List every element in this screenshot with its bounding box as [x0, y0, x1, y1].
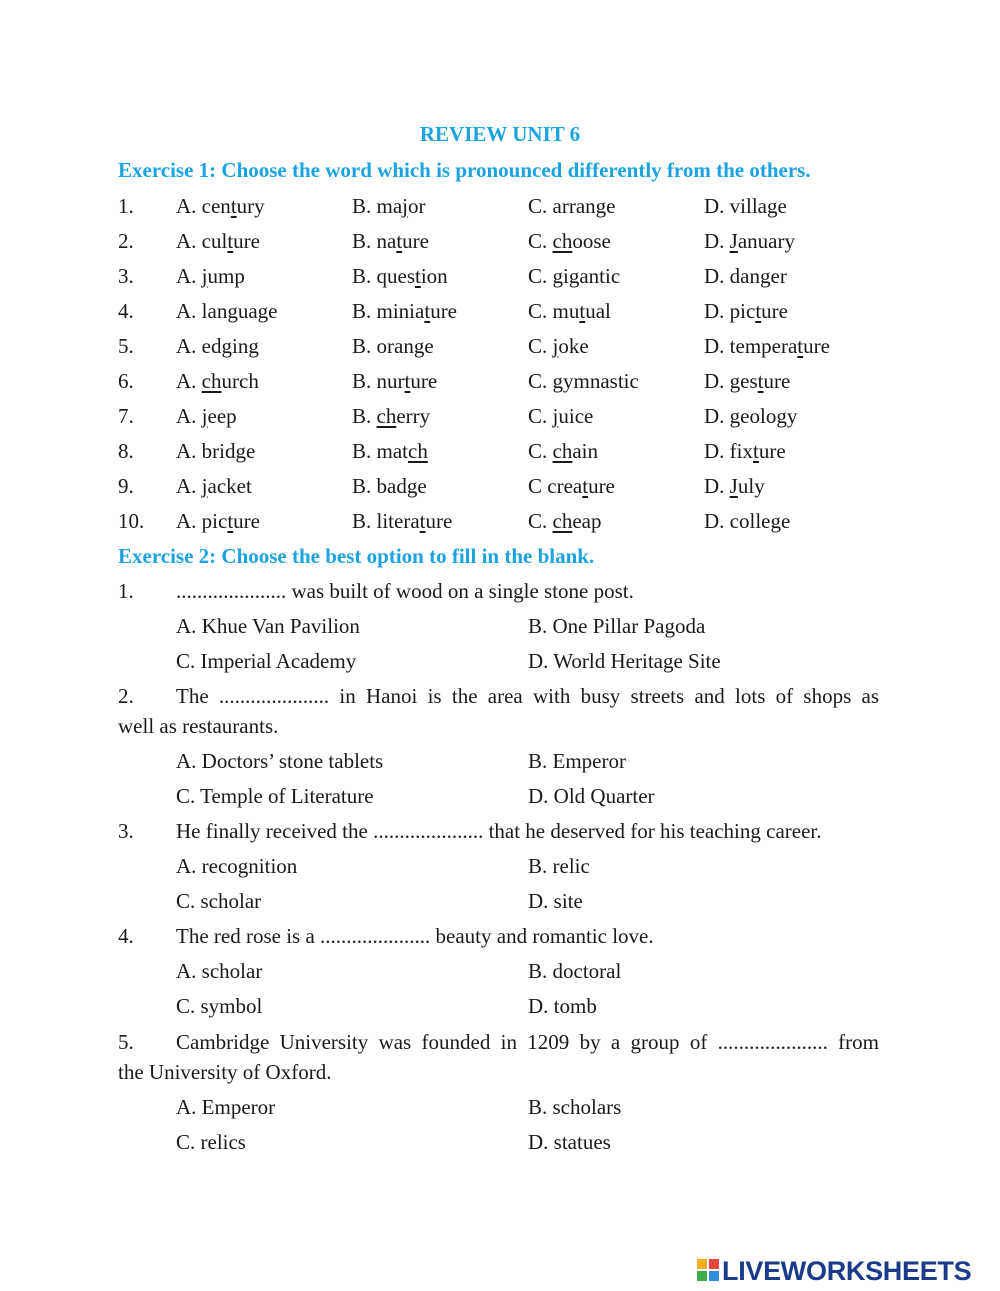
option-b[interactable]	[352, 264, 448, 289]
word-part: e	[780, 509, 791, 533]
q2-option-c[interactable]: C. Temple of Literature	[176, 784, 374, 808]
option-b[interactable]	[352, 334, 434, 359]
underlined-letters: j	[201, 474, 208, 498]
underlined-letters: g	[406, 474, 418, 498]
q5-text-continued: the University of Oxford.	[118, 1060, 332, 1084]
exercise1-row	[0, 194, 1000, 224]
underlined-letters: t	[797, 334, 804, 358]
q4-option-d[interactable]: D. tomb	[528, 994, 597, 1018]
exercise1-heading: Exercise 1: Choose the word which is pronounced differently from the others.	[118, 158, 811, 182]
word-part: ing	[232, 334, 259, 358]
underlined-letters: ch	[376, 404, 397, 428]
underlined-letters: g	[552, 264, 564, 288]
q3-number: 3.	[118, 819, 134, 843]
word-part: D.	[704, 404, 730, 428]
word-part: C.	[528, 229, 553, 253]
word-part: urch	[221, 369, 259, 393]
q5-option-d[interactable]: D. statues	[528, 1130, 611, 1154]
underlined-letters: ch	[552, 229, 573, 253]
word-part: A.	[176, 474, 202, 498]
word-part: oke	[558, 334, 589, 358]
underlined-letters: ch	[552, 439, 573, 463]
word-part: D.	[704, 229, 730, 253]
word-part: ure	[588, 474, 615, 498]
word-part: D. villa	[704, 194, 767, 218]
exercise1-row	[0, 404, 1000, 434]
q4-text: The red rose is a ..................... beauty and romantic love.	[176, 924, 654, 948]
word-part: A. langua	[176, 299, 258, 323]
underlined-letters: t	[419, 509, 426, 533]
word-part: uice	[558, 404, 594, 428]
option-a[interactable]	[176, 474, 252, 499]
option-c[interactable]	[528, 369, 639, 394]
option-b[interactable]	[352, 229, 429, 254]
underlined-letters: j	[402, 194, 409, 218]
underlined-letters: t	[579, 299, 586, 323]
underlined-letters: g	[257, 299, 269, 323]
question-number: 8.	[118, 439, 134, 463]
word-part: C.	[528, 369, 553, 393]
option-d[interactable]	[704, 229, 795, 254]
word-part: e	[424, 334, 434, 358]
word-part: e	[268, 299, 278, 323]
word-part: eology	[740, 404, 798, 428]
option-c[interactable]	[528, 509, 602, 534]
underlined-letters: g	[767, 194, 778, 218]
word-part: eap	[572, 509, 602, 533]
word-part: D. fix	[704, 439, 753, 463]
option-c[interactable]	[528, 404, 593, 429]
q4-option-b[interactable]: B. doctoral	[528, 959, 622, 983]
question-number: 10.	[118, 509, 145, 533]
word-part: C.	[528, 334, 553, 358]
option-a[interactable]	[176, 334, 259, 359]
q1-option-d[interactable]: D. World Heritage Site	[528, 649, 721, 673]
option-b[interactable]	[352, 439, 428, 464]
word-part: C. mu	[528, 299, 580, 323]
word-part: D. colle	[704, 509, 771, 533]
exercise2-heading: Exercise 2: Choose the best option to fill in the blank.	[118, 544, 595, 568]
word-part: B. ma	[352, 194, 403, 218]
word-part: A. pic	[176, 509, 228, 533]
underlined-letters: t	[396, 229, 403, 253]
question-number: 7.	[118, 404, 134, 428]
underlined-letters: g	[221, 334, 232, 358]
question-number: 6.	[118, 369, 134, 393]
underlined-letters: j	[201, 404, 208, 428]
option-a[interactable]	[176, 439, 255, 464]
q2-number: 2.	[118, 684, 134, 708]
option-b[interactable]	[352, 474, 427, 499]
underlined-letters: g	[413, 334, 425, 358]
q2-text-continued: well as restaurants.	[118, 714, 279, 738]
word-part: anuary	[737, 229, 795, 253]
underlined-letters: t	[753, 439, 759, 463]
logo-squares-icon	[697, 1259, 719, 1281]
option-a[interactable]	[176, 299, 277, 324]
word-part: B.	[352, 404, 377, 428]
option-d[interactable]	[704, 369, 790, 394]
exercise1-row	[0, 229, 1000, 259]
word-part: C crea	[528, 474, 583, 498]
word-part: ure	[761, 299, 788, 323]
underlined-letters: t	[415, 264, 421, 288]
word-part: A. ed	[176, 334, 222, 358]
word-part: oose	[572, 229, 611, 253]
exercise1-row	[0, 334, 1000, 364]
page-title: REVIEW UNIT 6	[419, 122, 581, 146]
word-part: ump	[207, 264, 245, 288]
q5-option-c[interactable]: C. relics	[176, 1130, 246, 1154]
option-d[interactable]	[704, 264, 787, 289]
word-part: e	[606, 194, 616, 218]
option-a[interactable]	[176, 264, 245, 289]
exercise1-row	[0, 369, 1000, 399]
word-part: uly	[737, 474, 765, 498]
option-d[interactable]	[704, 194, 787, 219]
word-part: acket	[207, 474, 252, 498]
exercise1-row	[0, 299, 1000, 329]
word-part: ure	[803, 334, 830, 358]
option-d[interactable]	[704, 334, 830, 359]
option-c[interactable]	[528, 439, 598, 464]
option-c[interactable]	[528, 299, 611, 324]
q3-option-c[interactable]: C. scholar	[176, 889, 262, 913]
word-part: B. oran	[352, 334, 414, 358]
underlined-letters: g	[235, 439, 246, 463]
option-c[interactable]	[528, 229, 611, 254]
option-a[interactable]	[176, 404, 237, 429]
option-d[interactable]	[704, 439, 786, 464]
word-part: ymnastic	[563, 369, 639, 393]
exercise1-row	[0, 439, 1000, 469]
word-part: ure	[430, 299, 458, 323]
underlined-letters: g	[595, 194, 607, 218]
option-a[interactable]	[176, 369, 259, 394]
underlined-letters: t	[757, 369, 764, 393]
logo-square-icon	[697, 1271, 707, 1281]
underlined-letters: J	[729, 474, 738, 498]
option-c[interactable]	[528, 264, 620, 289]
word-part: e	[777, 194, 787, 218]
underlined-letters: t	[230, 194, 237, 218]
option-b[interactable]	[352, 404, 430, 429]
q3-option-b[interactable]: B. relic	[528, 854, 590, 878]
q3-text: He finally received the ..................... that he deserved for his teaching career.	[176, 819, 822, 843]
word-part: A.	[176, 404, 202, 428]
word-part: or	[408, 194, 426, 218]
word-part: ure	[410, 369, 438, 393]
underlined-letters: t	[582, 474, 589, 498]
word-part: C. arran	[528, 194, 596, 218]
option-d[interactable]	[704, 299, 788, 324]
word-part: C.	[528, 439, 553, 463]
q4-option-a[interactable]: A. scholar	[176, 959, 263, 983]
option-d[interactable]	[704, 509, 790, 534]
word-part: B. bad	[352, 474, 407, 498]
underlined-letters: t	[227, 509, 234, 533]
word-part: C.	[528, 264, 553, 288]
q2-option-b[interactable]: B. Emperor	[528, 749, 626, 773]
underlined-letters: j	[201, 264, 208, 288]
underlined-letters: t	[404, 369, 411, 393]
q4-number: 4.	[118, 924, 134, 948]
word-part: B. ques	[352, 264, 415, 288]
option-b[interactable]	[352, 299, 457, 324]
word-part: ure	[425, 509, 453, 533]
word-part: A. cul	[176, 229, 228, 253]
option-a[interactable]	[176, 194, 265, 219]
underlined-letters: g	[770, 509, 781, 533]
underlined-letters: j	[552, 404, 559, 428]
q2-text: The ..................... in Hanoi is the area with busy streets and lots of shops as	[176, 684, 879, 708]
logo-square-icon	[709, 1259, 719, 1269]
word-part: ion	[420, 264, 448, 288]
word-part: e	[417, 474, 427, 498]
word-part: e	[246, 439, 256, 463]
underlined-letters: ch	[201, 369, 222, 393]
q3-option-d[interactable]: D. site	[528, 889, 583, 913]
underlined-letters: g	[552, 369, 564, 393]
word-part: B. na	[352, 229, 397, 253]
q5-text: Cambridge University was founded in 1209 by a group of ..................... from	[176, 1030, 879, 1054]
q3-option-a[interactable]: A. recognition	[176, 854, 298, 878]
word-part: ure	[763, 369, 791, 393]
word-part: D. tempera	[704, 334, 798, 358]
underlined-letters: t	[755, 299, 762, 323]
option-c[interactable]	[528, 194, 615, 219]
word-part: A. brid	[176, 439, 236, 463]
option-b[interactable]	[352, 509, 452, 534]
option-d[interactable]	[704, 404, 797, 429]
exercise1-row	[0, 474, 1000, 504]
option-d[interactable]	[704, 474, 765, 499]
word-part: ure	[233, 509, 260, 533]
word-part: ury	[236, 194, 265, 218]
q1-number: 1.	[118, 579, 134, 603]
question-number: 2.	[118, 229, 134, 253]
option-a[interactable]	[176, 229, 260, 254]
word-part: D.	[704, 474, 730, 498]
word-part: B. litera	[352, 509, 420, 533]
exercise1-row	[0, 509, 1000, 539]
exercise1-row	[0, 264, 1000, 294]
option-c[interactable]	[528, 334, 589, 359]
q1-option-b[interactable]: B. One Pillar Pagoda	[528, 614, 706, 638]
word-part: B. mat	[352, 439, 408, 463]
underlined-letters: g	[729, 404, 741, 428]
question-number: 4.	[118, 299, 134, 323]
word-part: A.	[176, 369, 202, 393]
word-part: ain	[572, 439, 598, 463]
q1-option-a[interactable]: A. Khue Van Pavilion	[176, 614, 360, 638]
word-part: ure	[402, 229, 429, 253]
logo-square-icon	[709, 1271, 719, 1281]
logo-text: LIVEWORKSHEETS	[722, 1256, 972, 1286]
word-part: B. nur	[352, 369, 405, 393]
word-part: D. ges	[704, 369, 758, 393]
underlined-letters: ch	[552, 509, 573, 533]
word-part: igantic	[563, 264, 621, 288]
q4-option-c[interactable]: C. symbol	[176, 994, 263, 1018]
word-part: B. minia	[352, 299, 425, 323]
logo-square-icon	[697, 1259, 707, 1269]
underlined-letters: j	[552, 334, 559, 358]
question-number: 1.	[118, 194, 134, 218]
word-part: erry	[396, 404, 431, 428]
word-part: D. dan	[704, 264, 760, 288]
option-a[interactable]	[176, 509, 260, 534]
word-part: ure	[233, 229, 260, 253]
underlined-letters: t	[227, 229, 234, 253]
q1-text: ..................... was built of wood on a single stone post.	[176, 579, 634, 603]
question-number: 3.	[118, 264, 134, 288]
q5-number: 5.	[118, 1030, 134, 1054]
question-number: 9.	[118, 474, 134, 498]
word-part: C.	[528, 404, 553, 428]
underlined-letters: ch	[408, 439, 428, 463]
underlined-letters: J	[729, 229, 738, 253]
word-part: C.	[528, 509, 553, 533]
q2-option-d[interactable]: D. Old Quarter	[528, 784, 655, 808]
word-part: eep	[207, 404, 237, 428]
underlined-letters: g	[760, 264, 771, 288]
q5-option-a[interactable]: A. Emperor	[176, 1095, 276, 1119]
option-b[interactable]	[352, 369, 437, 394]
word-part: ure	[758, 439, 786, 463]
word-part: er	[770, 264, 787, 288]
word-part: A. cen	[176, 194, 231, 218]
q1-option-c[interactable]: C. Imperial Academy	[176, 649, 357, 673]
word-part: ual	[585, 299, 611, 323]
option-b[interactable]	[352, 194, 426, 219]
underlined-letters: t	[424, 299, 431, 323]
word-part: A.	[176, 264, 202, 288]
q5-option-b[interactable]: B. scholars	[528, 1095, 622, 1119]
option-c[interactable]	[528, 474, 615, 499]
question-number: 5.	[118, 334, 134, 358]
q2-option-a[interactable]: A. Doctors’ stone tablets	[176, 749, 384, 773]
word-part: D. pic	[704, 299, 756, 323]
